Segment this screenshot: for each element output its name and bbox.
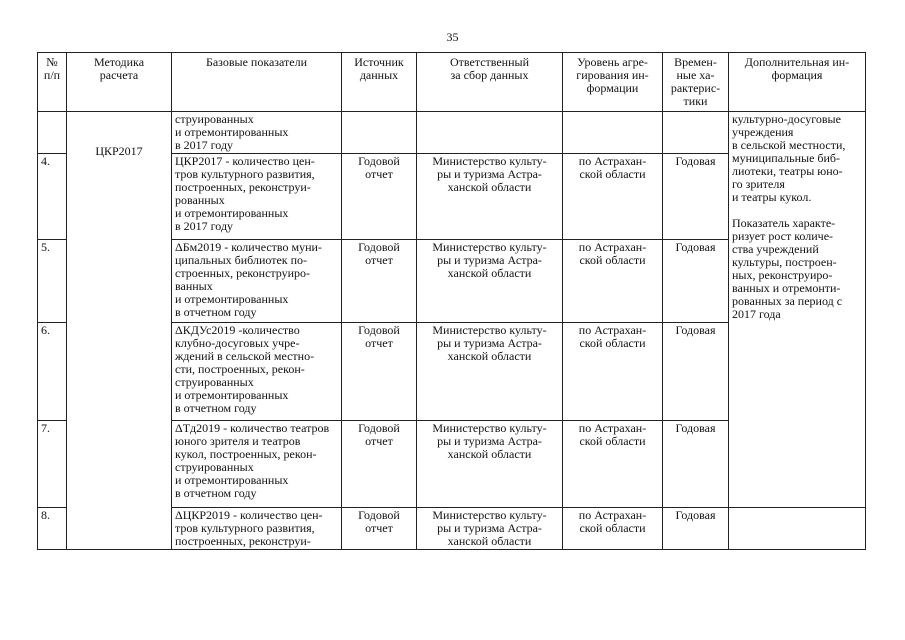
cell-time: Годовая [663, 508, 729, 550]
page-number: 35 [446, 30, 459, 44]
cell-responsible: Министерство культу- ры и туризма Астра- ханской области [417, 421, 563, 508]
cell-responsible: Министерство культу- ры и туризма Астра- ханской области [417, 240, 563, 323]
header-extra-info: Дополнительная ин- формация [729, 53, 866, 112]
cell-source [342, 112, 417, 154]
cell-source: Годовой отчет [342, 240, 417, 323]
cell-level: по Астрахан- ской области [563, 421, 663, 508]
cell-time: Годовая [663, 154, 729, 240]
cell-responsible [417, 112, 563, 154]
cell-responsible: Министерство культу- ры и туризма Астра- ханской области [417, 154, 563, 240]
cell-method: ЦКР2017 [67, 112, 172, 550]
cell-responsible: Министерство культу- ры и туризма Астра- ханской области [417, 508, 563, 550]
cell-responsible: Министерство культу- ры и туризма Астра- ханской области [417, 323, 563, 421]
cell-num: 7. [38, 421, 67, 508]
cell-source: Годовой отчет [342, 421, 417, 508]
cell-num: 5. [38, 240, 67, 323]
cell-extra-info-empty [729, 508, 866, 550]
cell-source: Годовой отчет [342, 154, 417, 240]
cell-level: по Астрахан- ской области [563, 508, 663, 550]
cell-extra-info: культурно-досуговые учреждения в сельской местности, муниципальные биб- лиотеки, театры юно- го зрителя и театры кукол. Показатель характе- ризует рост количе- ства учреждений культуры, построен- ных, реконструиро- ванных и отремонти- рованных за период с 2017 года [729, 112, 866, 508]
header-source: Источник данных [342, 53, 417, 112]
cell-time: Годовая [663, 421, 729, 508]
cell-source: Годовой отчет [342, 508, 417, 550]
cell-base: ΔТд2019 - количество театров юного зрителя и театров кукол, построенных, рекон- струированных и отремонтированных в отчетном году [172, 421, 342, 508]
cell-num: 8. [38, 508, 67, 550]
cell-time: Годовая [663, 240, 729, 323]
cell-num: 4. [38, 154, 67, 240]
cell-level [563, 112, 663, 154]
cell-time [663, 112, 729, 154]
header-row [38, 53, 866, 112]
cell-level: по Астрахан- ской области [563, 323, 663, 421]
cell-base: ЦКР2017 - количество цен- тров культурного развития, построенных, реконструи- рованных и отремонтированных в 2017 году [172, 154, 342, 240]
cell-base: струированных и отремонтированных в 2017 году [172, 112, 342, 154]
cell-level: по Астрахан- ской области [563, 154, 663, 240]
cell-source: Годовой отчет [342, 323, 417, 421]
header-time: Времен- ные ха- рактерис- тики [663, 53, 729, 112]
cell-base: ΔБм2019 - количество муни- ципальных библиотек по- строенных, реконструиро- ванных и отремонтированных в отчетном году [172, 240, 342, 323]
cell-time: Годовая [663, 323, 729, 421]
cell-base: ΔКДУс2019 -количество клубно-досуговых учре- ждений в сельской местно- сти, построенных, рекон- струированных и отремонтированных в отчетном году [172, 323, 342, 421]
table-row-continuation [38, 112, 866, 154]
indicators-table [37, 52, 866, 550]
cell-level: по Астрахан- ской области [563, 240, 663, 323]
header-method: Методика расчета [67, 53, 172, 112]
header-responsible: Ответственный за сбор данных [417, 53, 563, 112]
cell-num: 6. [38, 323, 67, 421]
header-num: № п/п [38, 53, 67, 112]
header-aggregation-level: Уровень агре- гирования ин- формации [563, 53, 663, 112]
cell-base: ΔЦКР2019 - количество цен- тров культурного развития, построенных, реконструи- [172, 508, 342, 550]
header-base-indicators: Базовые показатели [172, 53, 342, 112]
cell-num [38, 112, 67, 154]
